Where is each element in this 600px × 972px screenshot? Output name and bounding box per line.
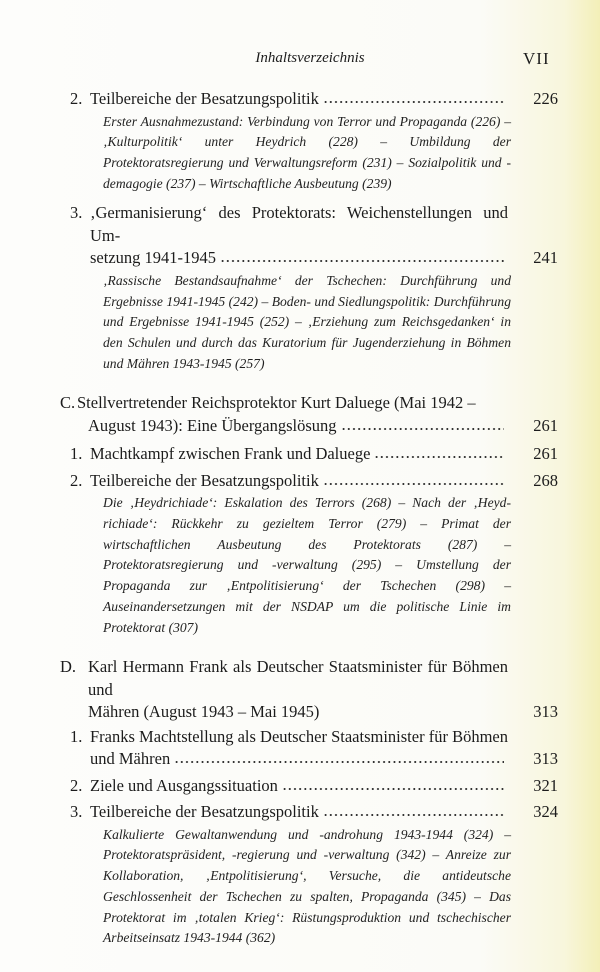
entry-number: 1. <box>70 726 83 746</box>
entry-number: 2. <box>70 470 83 490</box>
toc-entry <box>70 801 558 824</box>
entry-title-cont: und Mähren <box>90 749 171 769</box>
entry-page: 321 <box>533 775 558 795</box>
leader-dots <box>323 100 504 104</box>
toc-entry <box>70 202 558 270</box>
entry-page: 261 <box>533 444 558 464</box>
table-of-contents <box>60 88 558 949</box>
toc-entry <box>70 88 558 111</box>
entry-subtopics: Die ‚Heydrichiade‘: Eskalation des Terrors (268) – Nach der ‚Heyd-richiade‘: Rückkehr zu gezieltem Terror (279) – Primat der wirtschaftlichen Ausbeutung des Protektorats (287) – Protektoratsregierung und -verwaltung (295) – Umstellung der Propaganda zur ‚Entpolitisierung‘ der Tschechen (298) – Auseinandersetzungen mit der NSDAP um die politische Linie im Protektorat (307) <box>103 495 511 635</box>
toc-entry <box>70 443 558 466</box>
toc-entry <box>70 775 558 798</box>
leader-dots <box>341 427 504 431</box>
leader-dots <box>323 813 504 817</box>
entry-number: 2. <box>70 89 83 108</box>
entry-subtopics: ‚Rassische Bestandsaufnahme‘ der Tschechen: Durchführung und Ergebnisse 1941-1945 (242) – Boden- und Siedlungspolitik: Durchführung und Ergebnisse 1941-1945 (252) – ‚Erziehung zum Reichsgedanken‘ in den Schulen und durch das Kuratorium für Jugenderziehung in Böhmen und Mähren 1943-1945 (257) <box>103 272 511 371</box>
section-letter: D. <box>60 657 77 677</box>
leader-dots <box>374 455 504 459</box>
leader-dots <box>220 259 504 263</box>
entry-title: Franks Machtstellung als Deutscher Staatsminister für Böhmen <box>90 726 508 746</box>
entry-number: 3. <box>70 203 83 223</box>
toc-section <box>60 656 558 724</box>
entry-title: Teilbereiche der Besatzungspolitik <box>90 802 319 822</box>
entry-number: 3. <box>70 802 83 822</box>
leader-dots <box>174 760 504 764</box>
entry-page: 324 <box>533 802 558 822</box>
section-title: Stellvertretender Reichsprotektor Kurt Daluege (Mai 1942 – <box>77 393 476 413</box>
entry-title: Teilbereiche der Besatzungspolitik <box>90 470 319 490</box>
section-letter: C. <box>60 393 76 413</box>
page-number-roman: VII <box>523 49 550 68</box>
entry-title: Ziele und Ausgangssituation <box>90 775 278 795</box>
toc-section <box>60 392 558 437</box>
section-title: Karl Hermann Frank als Deutscher Staatsminister für Böhmen und <box>88 657 508 699</box>
entry-page: 313 <box>533 749 558 769</box>
running-header-title: Inhaltsverzeichnis <box>255 50 365 66</box>
entry-page: 241 <box>533 248 558 268</box>
entry-page: 226 <box>533 89 558 108</box>
entry-page: 268 <box>533 470 558 490</box>
section-title-cont: August 1943): Eine Übergangslösung <box>88 415 337 435</box>
toc-entry <box>70 726 558 771</box>
section-title-cont: Mähren (August 1943 – Mai 1945) <box>88 702 320 722</box>
entry-subtopics: Erster Ausnahmezustand: Verbindung von Terror und Propaganda (226) – ‚Kulturpolitik‘ unter Heydrich (228) – Umbildung der Protektoratsregierung und Verwaltungsreform (231) – Sozialpolitik und -demagogie (237) – Wirtschaftliche Ausbeutung (239) <box>103 113 511 191</box>
leader-dots <box>323 482 504 486</box>
entry-title: Teilbereiche der Besatzungspolitik <box>90 89 319 108</box>
entry-title: Machtkampf zwischen Frank und Daluege <box>90 444 371 464</box>
entry-number: 1. <box>70 444 83 464</box>
entry-title: ‚Germanisierung‘ des Protektorats: Weichenstellungen und Um- <box>90 203 508 245</box>
entry-title-cont: setzung 1941-1945 <box>90 248 217 268</box>
leader-dots <box>282 787 504 791</box>
entry-subtopics: Kalkulierte Gewaltanwendung und -androhung 1943-1944 (324) – Protektoratspräsident, -regierung und -verwaltung (342) – Anreize zur Kollaboration, ‚Entpolitisierung‘, Versuche, die antideutsche Geschlossenheit der Tschechen zu spalten, Propaganda (345) – Das Protektorat im ‚totalen Krieg‘: Rüstungsproduktion und tschechischer Arbeitseinsatz 1943-1944 (362) <box>103 826 511 946</box>
entry-page: 261 <box>533 415 558 435</box>
entry-page: 313 <box>533 702 558 722</box>
toc-entry <box>70 470 558 493</box>
entry-number: 2. <box>70 775 83 795</box>
